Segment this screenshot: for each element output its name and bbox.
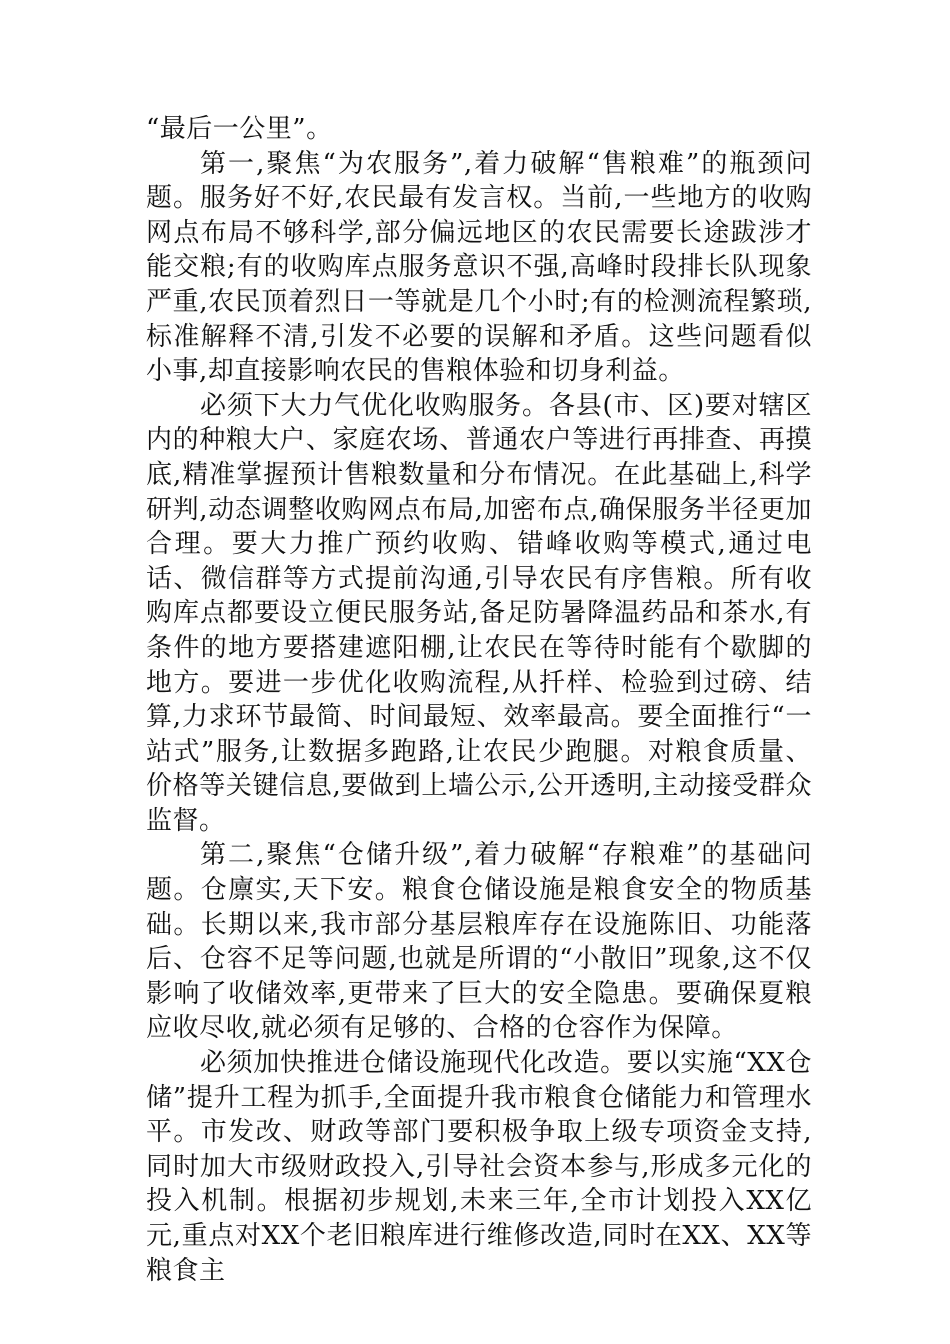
paragraph-continuation: “最后一公里”。 [146,114,333,144]
paragraph-purchase-service: 必须下大力气优化收购服务。各县(市、区)要对辖区内的种粮大户、家庭农场、普通农户等进行再排查、再摸底,精准掌握预计售粮数量和分布情况。在此基础上,科学研判,动态调整收购网点布局,加密布点,确保服务半径更加合理。要大力推广预约收购、错峰收购等模式,通过电话、微信群等方式提前沟通,引导农民有序售粮。所有收购库点都要设立便民服务站,备足防暑降温药品和茶水,有条件的地方要搭建遮阳棚,让农民在等待时能有个歇脚的地方。要进一步优化收购流程,从扦样、检验到过磅、结算,力求环节最简、时间最短、效率最高。要全面推行“一站式”服务,让数据多跑路,让农民少跑腿。对粮食质量、价格等关键信息,要做到上墙公示,公开透明,主动接受群众监督。 [146,390,812,836]
paragraph-first-point: 第一,聚焦“为农服务”,着力破解“售粮难”的瓶颈问题。服务好不好,农民最有发言权。当前,一些地方的收购网点布局不够科学,部分偏远地区的农民需要长途跋涉才能交粮;有的收购库点服务意识不强,高峰时段排长队现象严重,农民顶着烈日一等就是几个小时;有的检测流程繁琐,标准解释不清,引发不必要的误解和矛盾。这些问题看似小事,却直接影响农民的售粮体验和切身利益。 [146,148,812,387]
paragraph-storage-upgrade: 必须加快推进仓储设施现代化改造。要以实施“XX仓储”提升工程为抓手,全面提升我市粮食仓储能力和管理水平。市发改、财政等部门要积极争取上级专项资金支持,同时加大市级财政投入,引导社会资本参与,形成多元化的投入机制。根据初步规划,未来三年,全市计划投入XX亿元,重点对XX个老旧粮库进行维修改造,同时在XX、XX等粮食主 [146,1048,812,1286]
paragraph-second-point: 第二,聚焦“仓储升级”,着力破解“存粮难”的基础问题。仓廪实,天下安。粮食仓储设施是粮食安全的物质基础。长期以来,我市部分基层粮库存在设施陈旧、功能落后、仓容不足等问题,也就是所谓的“小散旧”现象,这不仅影响了收储效率,更带来了巨大的安全隐患。要确保夏粮应收尽收,就必须有足够的、合格的仓容作为保障。 [146,840,812,1044]
document-body [146,112,812,1288]
